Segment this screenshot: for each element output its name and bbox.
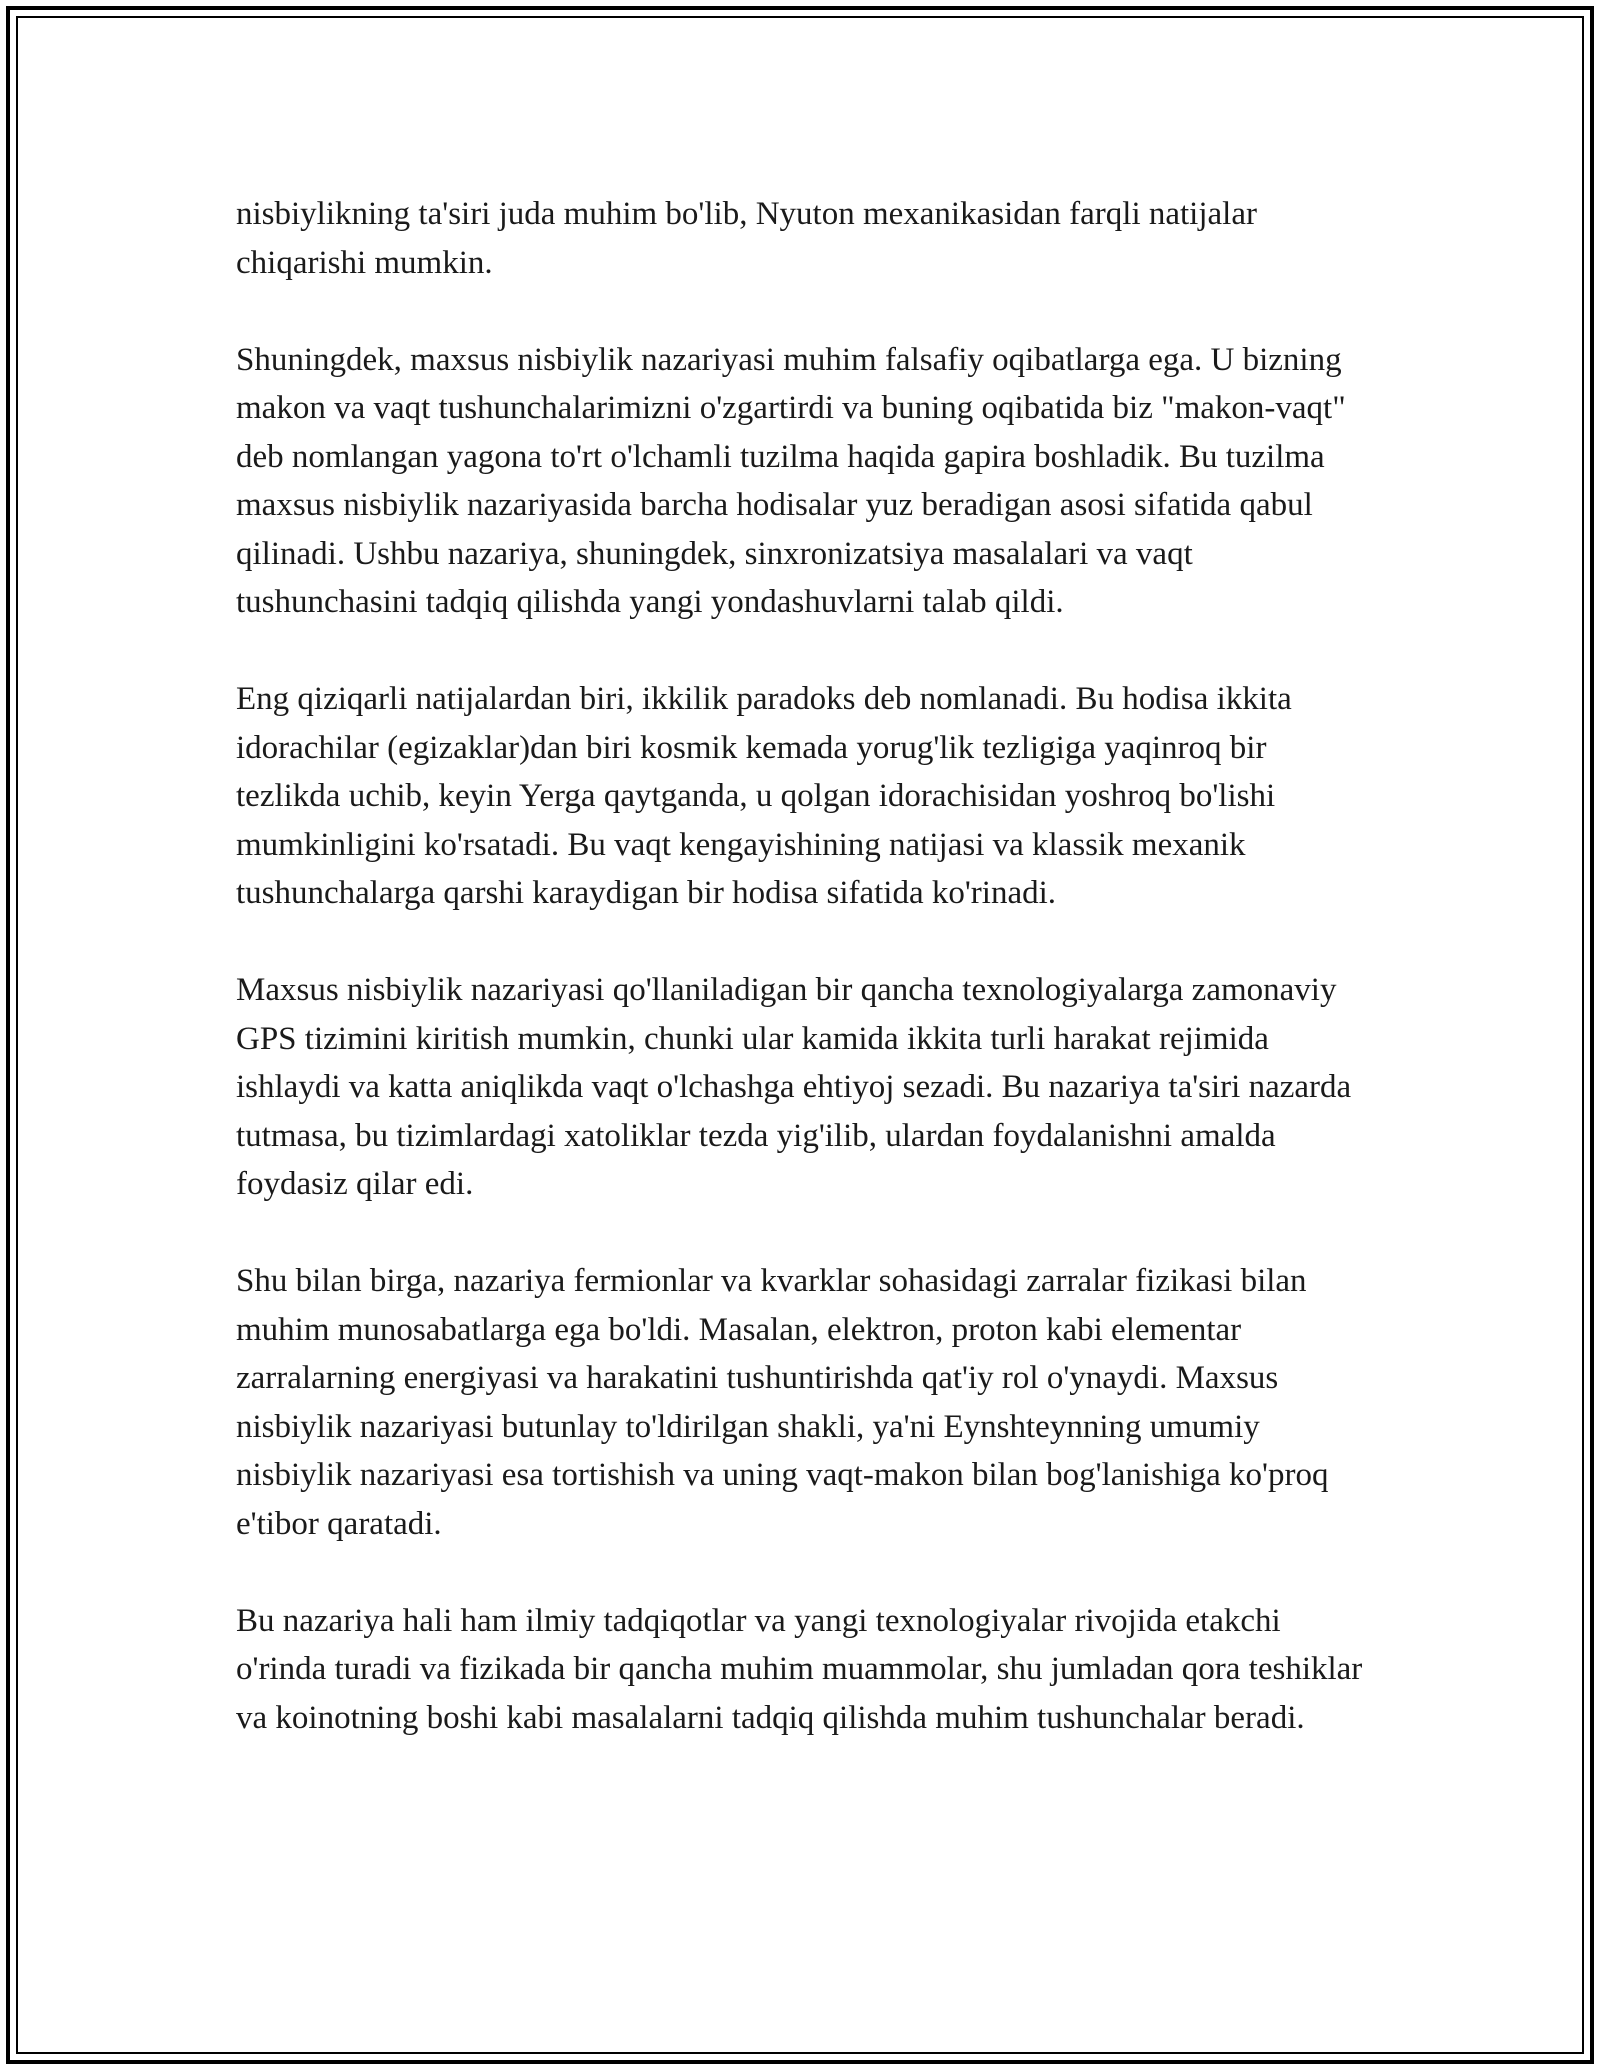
document-body (236, 190, 1364, 1742)
paragraph-6: Bu nazariya hali ham ilmiy tadqiqotlar va yangi texnologiyalar rivojida etakchi o'rinda turadi va fizikada bir qancha muhim muammolar, shu jumladan qora teshiklar va koinotning boshi kabi masalalarni tadqiq qilishda muhim tushunchalar beradi. (236, 1602, 1363, 1736)
paragraph-1: nisbiylikning ta'siri juda muhim bo'lib, Nyuton mexanikasidan farqli natijalar chiqarishi mumkin. (236, 196, 1257, 281)
paragraph-2: Shuningdek, maxsus nisbiylik nazariyasi muhim falsafiy oqibatlarga ega. U bizning makon va vaqt tushunchalarimizni o'zgartirdi va buning oqibatida biz "makon-vaqt" deb nomlangan yagona to'rt o'lchamli tuzilma haqida gapira boshladik. Bu tuzilma maxsus nisbiylik nazariyasida barcha hodisalar yuz beradigan asosi sifatida qabul qilinadi. Ushbu nazariya, shuningdek, sinxronizatsiya masalalari va vaqt tushunchasini tadqiq qilishda yangi yondashuvlarni talab qildi. (236, 341, 1346, 620)
paragraph-4: Maxsus nisbiylik nazariyasi qo'llaniladigan bir qancha texnologiyalarga zamonaviy GPS tizimini kiritish mumkin, chunki ular kamida ikkita turli harakat rejimida ishlaydi va katta aniqlikda vaqt o'lchashga ehtiyoj sezadi. Bu nazariya ta'siri nazarda tutmasa, bu tizimlardagi xatoliklar tezda yig'ilib, ulardan foydalanishni amalda foydasiz qilar edi. (236, 972, 1352, 1202)
paragraph-5: Shu bilan birga, nazariya fermionlar va kvarklar sohasidagi zarralar fizikasi bilan muhim munosabatlarga ega bo'ldi. Masalan, elektron, proton kabi elementar zarralarning energiyasi va harakatini tushuntirishda qat'iy rol o'ynaydi. Maxsus nisbiylik nazariyasi butunlay to'ldirilgan shakli, ya'ni Eynshteynning umumiy nisbiylik nazariyasi esa tortishish va uning vaqt-makon bilan bog'lanishiga ko'proq e'tibor qaratadi. (236, 1263, 1329, 1542)
paragraph-3: Eng qiziqarli natijalardan biri, ikkilik paradoks deb nomlanadi. Bu hodisa ikkita idorachilar (egizaklar)dan biri kosmik kemada yorug'lik tezligiga yaqinroq bir tezlikda uchib, keyin Yerga qaytganda, u qolgan idorachisidan yoshroq bo'lishi mumkinligini ko'rsatadi. Bu vaqt kengayishining natijasi va klassik mexanik tushunchalarga qarshi karaydigan bir hodisa sifatida ko'rinadi. (236, 681, 1292, 911)
